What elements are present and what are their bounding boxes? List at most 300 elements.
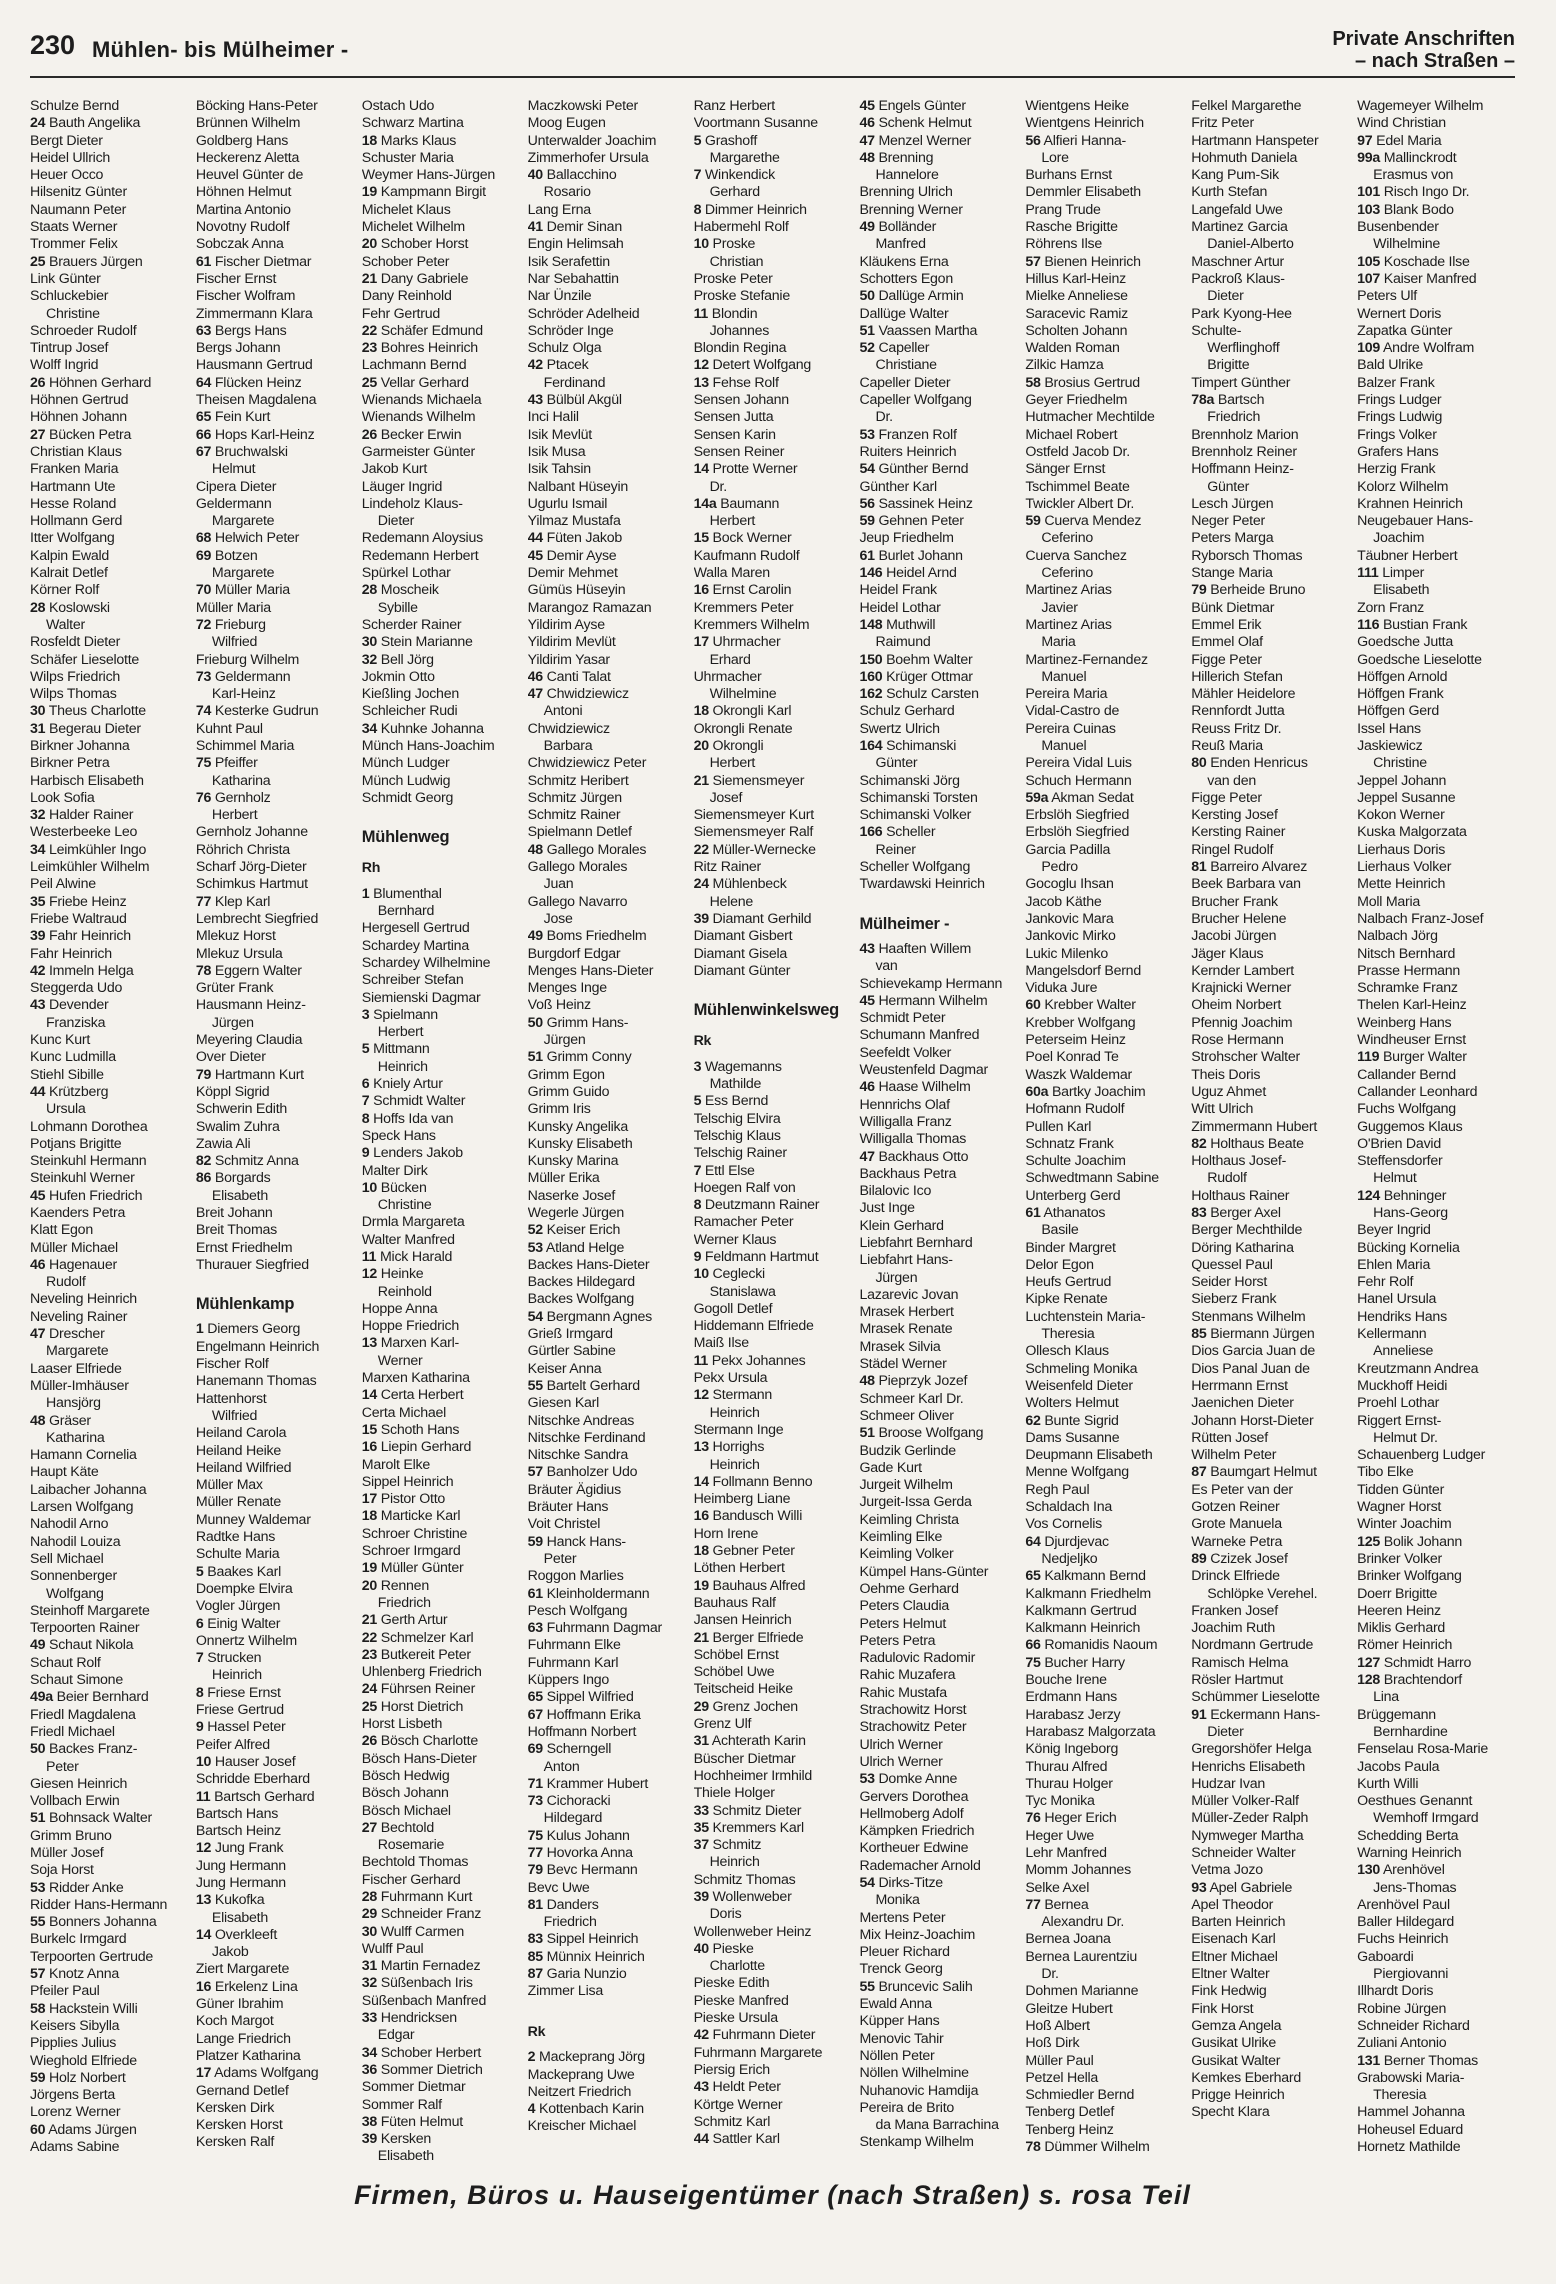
resident-name: Enden Henricus — [1210, 755, 1308, 772]
house-number: 5 — [693, 132, 702, 149]
listing-entry — [362, 254, 520, 271]
listing-entry — [30, 963, 188, 980]
resident-name: Kulus Johann — [546, 1827, 630, 1844]
house-number: 20 — [361, 236, 378, 253]
resident-name: Zuliani Antonio — [1357, 2035, 1447, 2052]
resident-name: Ridder Anke — [48, 1879, 124, 1896]
listing-entry — [859, 323, 1017, 340]
listing-continuation — [694, 894, 852, 911]
resident-name: Rosfeldt Dieter — [30, 634, 121, 651]
listing-entry — [1025, 2087, 1183, 2104]
resident-name: Blondin Regina — [693, 340, 787, 357]
resident-name: Horrighs — [712, 1439, 765, 1456]
listing-entry — [196, 1356, 354, 1373]
resident-name: Klep Karl — [214, 893, 271, 910]
listing-entry — [528, 1966, 686, 1983]
listing-entry — [1191, 2035, 1349, 2052]
resident-name: Müller Maria — [195, 599, 271, 616]
listing-entry — [859, 1321, 1017, 1338]
listing-entry — [30, 1240, 188, 1257]
listing-entry — [362, 1180, 520, 1197]
listing-continuation — [196, 461, 354, 478]
listing-entry — [1191, 1672, 1349, 1689]
listing-entry — [1357, 2122, 1515, 2139]
resident-name: Baakes Karl — [207, 1563, 281, 1580]
listing-entry — [694, 807, 852, 824]
resident-name: Hoffmann Erika — [546, 1706, 641, 1723]
house-number: 87 — [527, 1966, 543, 1983]
listing-entry — [1025, 1240, 1183, 1257]
house-number: 109 — [1357, 340, 1381, 357]
house-number: 78 — [1025, 2139, 1041, 2156]
house-number: 43 — [527, 392, 543, 409]
resident-name: Speck Hans — [361, 1127, 436, 1144]
resident-name: Rösler Hartmut — [1191, 1672, 1284, 1689]
listing-entry — [362, 955, 520, 972]
resident-name: Sippel Heinrich — [546, 1931, 639, 1948]
listing-entry — [30, 1949, 188, 1966]
listing-entry — [528, 1395, 686, 1412]
resident-name: Zimmer Lisa — [527, 1983, 603, 2000]
resident-name: Demir Ayse — [546, 547, 617, 564]
resident-name: Marolt Elke — [361, 1456, 430, 1473]
listing-entry — [1191, 1240, 1349, 1257]
house-number: 57 — [527, 1464, 543, 1481]
resident-name: Schmidt Georg — [361, 789, 454, 806]
resident-name: Jakob Kurt — [361, 461, 428, 478]
resident-name: Franken Maria — [30, 461, 119, 478]
listing-entry — [1191, 1931, 1349, 1948]
listing-entry — [1191, 254, 1349, 271]
resident-name: Limper — [1382, 565, 1425, 582]
listing-entry — [196, 876, 354, 893]
resident-name: Franken Josef — [1191, 1602, 1278, 1619]
listing-column-5 — [694, 98, 852, 2178]
listing-entry — [859, 1944, 1017, 1961]
house-number: 51 — [527, 1049, 543, 1066]
listing-continuation — [362, 903, 520, 920]
resident-name: Jurgeit Wilhelm — [859, 1477, 953, 1494]
listing-entry — [30, 894, 188, 911]
listing-entry — [1191, 997, 1349, 1014]
resident-name: Gerth Artur — [380, 1612, 448, 1629]
resident-name: Rudolf — [1207, 1170, 1247, 1187]
house-number: 34 — [361, 720, 378, 737]
resident-name: Laaser Elfriede — [30, 1360, 122, 1377]
house-number: 93 — [1191, 1879, 1207, 1896]
listing-entry — [30, 1464, 188, 1481]
listing-entry — [1357, 98, 1515, 115]
house-number: 63 — [527, 1620, 543, 1637]
resident-name: Sommer Ralf — [361, 2096, 442, 2113]
listing-entry — [1357, 1413, 1515, 1430]
listing-entry — [694, 1699, 852, 1716]
listing-entry — [1191, 1395, 1349, 1412]
listing-entry — [528, 894, 686, 911]
resident-name: Dios Garcia Juan de — [1191, 1343, 1316, 1360]
resident-name: Koch Margot — [195, 2013, 274, 2030]
listing-entry — [1357, 1949, 1515, 1966]
resident-name: Franzen Rolf — [878, 426, 957, 443]
listing-entry — [30, 997, 188, 1014]
resident-name: Lukic Milenko — [1025, 945, 1109, 962]
listing-entry — [1191, 1689, 1349, 1706]
resident-name: Dany Gabriele — [380, 270, 469, 287]
resident-name: Bechtold — [380, 1819, 434, 1836]
resident-name: Juan — [543, 876, 574, 893]
resident-name: Hutmacher Mechtilde — [1025, 409, 1155, 426]
listing-entry — [694, 859, 852, 876]
resident-name: Windheuser Ernst — [1357, 1032, 1466, 1049]
resident-name: Holthaus Beate — [1210, 1135, 1304, 1152]
resident-name: Christian — [709, 253, 764, 270]
resident-name: Emmel Erik — [1191, 616, 1262, 633]
resident-name: Peters Helmut — [859, 1615, 947, 1632]
resident-name: Gogoll Detlef — [693, 1300, 773, 1317]
listing-entry — [1191, 1620, 1349, 1637]
house-number: 103 — [1357, 201, 1381, 218]
listing-entry — [859, 98, 1017, 115]
listing-entry — [1025, 980, 1183, 997]
house-number: 65 — [195, 409, 212, 426]
listing-entry — [196, 790, 354, 807]
resident-name: Bartsch Gerhard — [214, 1788, 315, 1805]
listing-entry — [528, 1983, 686, 2000]
resident-name: Just Inge — [859, 1200, 915, 1217]
listing-entry — [1191, 1291, 1349, 1308]
listing-entry — [362, 548, 520, 565]
resident-name: Schröder Adelheid — [527, 305, 640, 322]
resident-name: Franziska — [46, 1014, 106, 1031]
listing-entry — [362, 1249, 520, 1266]
resident-name: Sommer Dietrich — [380, 2061, 483, 2078]
listing-entry — [30, 271, 188, 288]
listing-entry — [859, 876, 1017, 893]
listing-entry — [362, 1664, 520, 1681]
listing-entry — [30, 202, 188, 219]
resident-name: Gemza Angela — [1191, 2017, 1282, 2034]
house-number: 40 — [527, 167, 543, 184]
listing-entry — [1357, 271, 1515, 288]
resident-name: Schneider Richard — [1357, 2017, 1470, 2034]
resident-name: Momm Johannes — [1025, 1862, 1131, 1879]
listing-entry — [1191, 1361, 1349, 1378]
house-number: 48 — [859, 149, 875, 166]
district-code — [362, 854, 520, 885]
listing-entry — [362, 2097, 520, 2114]
listing-entry — [528, 1188, 686, 1205]
listing-entry — [196, 1633, 354, 1650]
listing-continuation — [859, 958, 1017, 975]
listing-entry — [1357, 288, 1515, 305]
resident-name: Uguz Ahmet — [1191, 1083, 1267, 1100]
listing-entry — [362, 271, 520, 288]
house-number: 17 — [693, 634, 709, 651]
resident-name: Keimling Elke — [859, 1529, 943, 1546]
resident-name: Berger Elfriede — [712, 1629, 804, 1646]
listing-continuation — [1025, 1966, 1183, 1983]
listing-entry — [362, 1924, 520, 1941]
resident-name: Zimmermann Klara — [195, 305, 313, 322]
listing-continuation — [196, 1188, 354, 1205]
resident-name: Schulz Gerhard — [859, 703, 955, 720]
listing-entry — [30, 1170, 188, 1187]
resident-name: Burkelc Irmgard — [30, 1931, 127, 1948]
house-number: 9 — [361, 1145, 370, 1162]
resident-name: Margarete — [211, 565, 275, 582]
listing-entry — [196, 427, 354, 444]
house-number: 3 — [693, 1058, 702, 1075]
resident-name: Kellermann — [1357, 1326, 1427, 1343]
resident-name: Mertens Peter — [859, 1909, 946, 1926]
resident-name: Weustenfeld Dagmar — [859, 1062, 988, 1079]
listing-entry — [528, 842, 686, 859]
resident-name: Jaenichen Dieter — [1191, 1395, 1294, 1412]
listing-entry — [694, 928, 852, 945]
resident-name: Schwerin Edith — [195, 1101, 288, 1118]
listing-entry — [1191, 1413, 1349, 1430]
listing-entry — [528, 1931, 686, 1948]
listing-entry — [694, 496, 852, 513]
resident-name: Schimanski Jörg — [859, 772, 960, 789]
resident-name: Heinrich — [211, 1667, 262, 1684]
resident-name: Heidel Lothar — [859, 599, 941, 616]
resident-name: Münch Ludwig — [361, 772, 451, 789]
resident-name: Hausmann Heinz- — [195, 997, 306, 1014]
listing-entry — [362, 1457, 520, 1474]
resident-name: Sobczak Anna — [195, 236, 284, 253]
resident-name: Scheller Wolfgang — [859, 859, 971, 876]
listing-entry — [196, 2134, 354, 2151]
listing-entry — [362, 1422, 520, 1439]
resident-name: Mielke Anneliese — [1025, 288, 1128, 305]
listing-entry — [1357, 340, 1515, 357]
listing-entry — [30, 2001, 188, 2018]
listing-entry — [30, 1793, 188, 1810]
listing-continuation — [30, 1759, 188, 1776]
resident-name: Sassinek Heinz — [878, 495, 973, 512]
listing-entry — [859, 1183, 1017, 1200]
resident-name: Schober Horst — [380, 236, 469, 253]
resident-name: Arenhövel — [1382, 1862, 1445, 1879]
resident-name: Lange Friedrich — [195, 2030, 291, 2047]
resident-name: Sieberz Frank — [1191, 1291, 1277, 1308]
listing-continuation — [362, 1059, 520, 1076]
resident-name: Schäfer Lieselotte — [30, 651, 140, 668]
listing-entry — [1357, 444, 1515, 461]
resident-name: Teitscheid Heike — [693, 1681, 793, 1698]
listing-entry — [196, 340, 354, 357]
listing-entry — [1025, 2070, 1183, 2087]
listing-entry — [1025, 1309, 1183, 1326]
resident-name: Fuhrmann Margarete — [693, 2044, 823, 2061]
listing-entry — [362, 530, 520, 547]
resident-name: Dieter — [377, 513, 415, 530]
resident-name: Nitsch Bernhard — [1357, 945, 1456, 962]
listing-entry — [196, 2100, 354, 2117]
resident-name: Schmiedler Bernd — [1025, 2087, 1135, 2104]
listing-continuation — [1357, 1966, 1515, 1983]
listing-entry — [1025, 1707, 1183, 1724]
listing-entry — [196, 1754, 354, 1771]
resident-name: Balzer Frank — [1357, 374, 1435, 391]
resident-name: Thurauer Siegfried — [195, 1256, 309, 1273]
listing-entry — [859, 1875, 1017, 1892]
listing-entry — [694, 1335, 852, 1352]
listing-entry — [1191, 2053, 1349, 2070]
resident-name: Bräuter Hans — [527, 1499, 609, 1516]
listing-continuation — [528, 1759, 686, 1776]
listing-entry — [196, 824, 354, 841]
listing-entry — [1357, 1378, 1515, 1395]
resident-name: Frieburg Wilhelm — [195, 651, 300, 668]
resident-name: Isik Mevlüt — [527, 426, 592, 443]
listing-entry — [1025, 1845, 1183, 1862]
resident-name: Schmitz Anna — [214, 1153, 299, 1170]
listing-entry — [196, 1875, 354, 1892]
resident-name: Pieprzyk Jozef — [878, 1373, 968, 1390]
house-number: 54 — [859, 461, 875, 478]
resident-name: Jung Hermann — [195, 1857, 286, 1874]
resident-name: Küppers Ingo — [527, 1672, 610, 1689]
listing-entry — [528, 167, 686, 184]
house-number: 148 — [859, 616, 883, 633]
listing-entry — [694, 2027, 852, 2044]
listing-entry — [196, 1257, 354, 1274]
house-number: 53 — [859, 426, 875, 443]
resident-name: Kunc Kurt — [30, 1032, 91, 1049]
listing-entry — [1191, 1430, 1349, 1447]
resident-name: Czizek Josef — [1210, 1550, 1288, 1567]
listing-entry — [30, 1741, 188, 1758]
resident-name: Mackeprang Uwe — [527, 2066, 635, 2083]
resident-name: Höhnen Gertrud — [30, 392, 129, 409]
listing-entry — [1025, 288, 1183, 305]
resident-name: Sippel Wilfried — [546, 1689, 634, 1706]
resident-name: Schuster Maria — [361, 149, 454, 166]
listing-continuation — [528, 375, 686, 392]
listing-entry — [1357, 1361, 1515, 1378]
resident-name: Sattler Karl — [712, 2131, 780, 2148]
listing-entry — [1357, 2018, 1515, 2035]
listing-entry — [196, 1564, 354, 1581]
resident-name: Friedrich — [543, 1914, 597, 1931]
listing-entry — [196, 184, 354, 201]
listing-entry — [528, 2067, 686, 2084]
listing-entry — [528, 133, 686, 150]
listing-entry — [1191, 1067, 1349, 1084]
resident-name: Callander Bernd — [1357, 1066, 1456, 1083]
listing-entry — [1191, 721, 1349, 738]
listing-entry — [859, 1235, 1017, 1252]
listing-entry — [528, 721, 686, 738]
listing-entry — [694, 1508, 852, 1525]
resident-name: Bücken — [380, 1179, 427, 1196]
resident-name: Voß Heinz — [527, 997, 591, 1014]
resident-name: Schimkus Hartmut — [195, 876, 308, 893]
listing-entry — [30, 1724, 188, 1741]
house-number: 77 — [527, 1844, 543, 1861]
resident-name: Ettl Else — [704, 1162, 755, 1179]
resident-name: Weisenfeld Dieter — [1025, 1377, 1133, 1394]
listing-entry — [1357, 496, 1515, 513]
resident-name: Maria — [1041, 634, 1076, 651]
resident-name: Proske Stefanie — [693, 288, 790, 305]
resident-name: Witt Ulrich — [1191, 1101, 1254, 1118]
resident-name: Hausmann Gertrud — [195, 357, 313, 374]
listing-entry — [1191, 669, 1349, 686]
house-number: 31 — [30, 720, 46, 737]
resident-name: Burlet Johann — [878, 547, 963, 564]
house-number: 74 — [195, 703, 212, 720]
resident-name: Bucher Harry — [1044, 1654, 1125, 1671]
house-number: 1 — [361, 885, 370, 902]
resident-name: Döring Katharina — [1191, 1239, 1294, 1256]
listing-entry — [694, 1526, 852, 1543]
resident-name: Yildirim Mevlüt — [527, 634, 616, 651]
resident-name: Warneke Petra — [1191, 1533, 1283, 1550]
resident-name: Sänger Ernst — [1025, 461, 1106, 478]
listing-entry — [859, 202, 1017, 219]
listing-entry — [528, 1862, 686, 1879]
house-number: 164 — [859, 737, 883, 754]
resident-name: Josef — [709, 789, 743, 806]
resident-name: Hartmann Ute — [30, 478, 116, 495]
resident-name: Luchtenstein Maria- — [1025, 1308, 1146, 1325]
listing-entry — [694, 1145, 852, 1162]
resident-name: Grimm Conny — [546, 1049, 632, 1066]
listing-entry — [1025, 1620, 1183, 1637]
resident-name: Heiland Heike — [195, 1442, 281, 1459]
house-number: 13 — [195, 1892, 212, 1909]
listing-entry — [694, 963, 852, 980]
resident-name: Piersig Erich — [693, 2061, 770, 2078]
listing-entry — [1357, 1586, 1515, 1603]
listing-entry — [694, 548, 852, 565]
listing-entry — [1191, 1880, 1349, 1897]
resident-name: Inci Halil — [527, 409, 579, 426]
resident-name: Djurdjevac — [1044, 1533, 1109, 1550]
listing-entry — [1025, 184, 1183, 201]
listing-continuation — [1357, 1205, 1515, 1222]
house-number: 131 — [1357, 2052, 1381, 2069]
resident-name: Hendricksen — [380, 2010, 457, 2027]
listing-entry — [1025, 1568, 1183, 1585]
resident-name: Monika — [875, 1892, 920, 1909]
resident-name: Rudolf — [46, 1274, 86, 1291]
house-number: 39 — [30, 928, 46, 945]
listing-continuation — [694, 755, 852, 772]
resident-name: Schmeling Monika — [1025, 1360, 1138, 1377]
listing-entry — [694, 1941, 852, 1958]
listing-entry — [362, 167, 520, 184]
listing-entry — [1025, 1430, 1183, 1447]
listing-entry — [30, 1222, 188, 1239]
house-number: 10 — [361, 1179, 378, 1196]
listing-entry — [196, 1771, 354, 1788]
house-number: 53 — [30, 1879, 46, 1896]
resident-name: Harabasz Malgorzata — [1025, 1723, 1156, 1740]
resident-name: Heinrich — [709, 1404, 760, 1421]
resident-name: Margarethe — [709, 149, 780, 166]
listing-entry — [196, 1598, 354, 1615]
listing-entry — [528, 323, 686, 340]
house-number: 45 — [859, 98, 875, 114]
resident-name: Jürgen — [543, 1032, 586, 1049]
resident-name: Jacobs Paula — [1357, 1758, 1440, 1775]
resident-name: Pieske — [712, 1940, 754, 1957]
listing-entry — [362, 1630, 520, 1647]
